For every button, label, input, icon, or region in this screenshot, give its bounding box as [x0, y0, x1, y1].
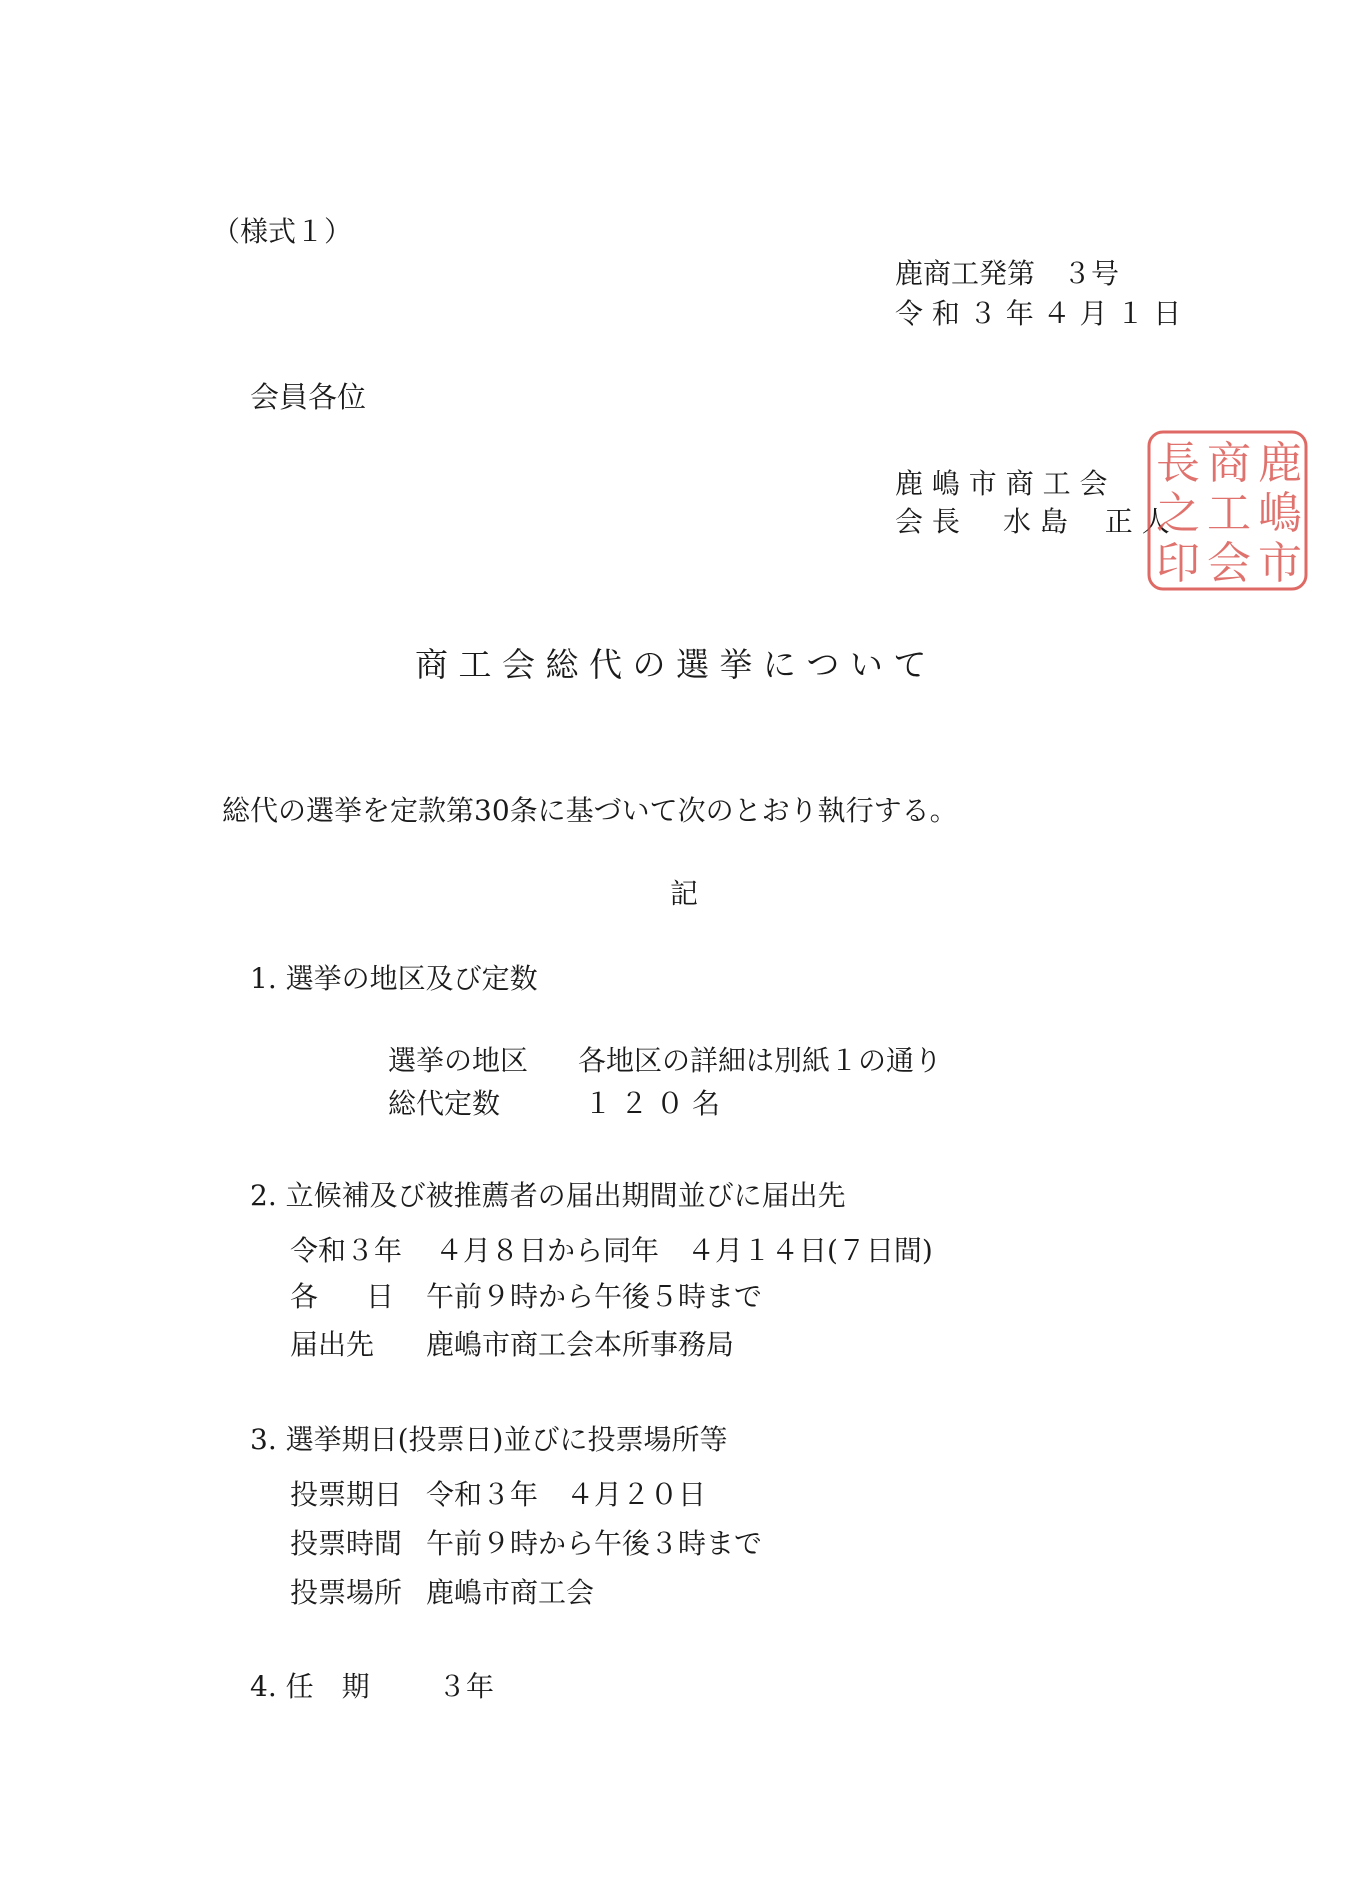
seal-character: 鹿: [1258, 438, 1302, 489]
seal-character: 印: [1156, 538, 1200, 589]
seal-character: 之: [1156, 488, 1200, 539]
seal-character: 市: [1258, 538, 1302, 589]
section-1-heading: 1. 選挙の地区及び定数: [250, 962, 538, 995]
official-seal-stamp: [1145, 428, 1310, 593]
row-value: 午前９時から午後３時まで: [426, 1527, 763, 1560]
document-date: 令 和 ３ 年 ４ 月 １ 日: [895, 297, 1182, 330]
row-label: 届出先: [290, 1328, 375, 1361]
seal-character: 嶋: [1258, 488, 1302, 539]
row-value: 鹿嶋市商工会本所事務局: [426, 1328, 735, 1361]
section-2-heading: 2. 立候補及び被推薦者の届出期間並びに届出先: [250, 1179, 846, 1212]
row-value: 令和３年 ４月２０日: [426, 1478, 707, 1511]
document-title: 商 工 会 総 代 の 選 挙 に つ い て: [415, 645, 927, 684]
ki-marker: 記: [670, 877, 699, 910]
section-4-heading: 4. 任 期: [250, 1670, 370, 1703]
row-label: 令和３年: [290, 1234, 403, 1267]
section-4-value: ３年: [438, 1670, 495, 1703]
seal-character: 会: [1207, 538, 1251, 589]
document-number: 鹿商工発第 ３号: [895, 257, 1120, 290]
addressee: 会員各位: [250, 380, 367, 414]
row-label: 選挙の地区: [388, 1044, 529, 1077]
row-label: 投票時間: [290, 1527, 403, 1560]
row-value: １２０名: [584, 1087, 729, 1120]
sender-name: 水 島 正 人: [1003, 505, 1170, 538]
row-value: ４月８日から同年 ４月１４日(７日間): [435, 1234, 933, 1267]
sender-title: 会 長: [895, 505, 960, 538]
seal-character: 工: [1207, 488, 1251, 539]
row-value: 午前９時から午後５時まで: [426, 1280, 763, 1313]
row-label: 投票期日: [290, 1478, 403, 1511]
section-3-heading: 3. 選挙期日(投票日)並びに投票場所等: [250, 1423, 728, 1456]
form-label: （様式１）: [212, 215, 353, 248]
intro-text: 総代の選挙を定款第30条に基づいて次のとおり執行する。: [222, 794, 958, 827]
row-value: 各地区の詳細は別紙１の通り: [578, 1044, 943, 1077]
sender-organization: 鹿 嶋 市 商 工 会: [895, 467, 1108, 500]
seal-character: 商: [1207, 438, 1251, 489]
row-label: 投票場所: [290, 1576, 403, 1609]
row-value: 鹿嶋市商工会: [426, 1576, 595, 1609]
seal-character: 長: [1156, 438, 1200, 489]
row-label: 各 日: [290, 1280, 405, 1313]
row-label: 総代定数: [388, 1087, 501, 1120]
